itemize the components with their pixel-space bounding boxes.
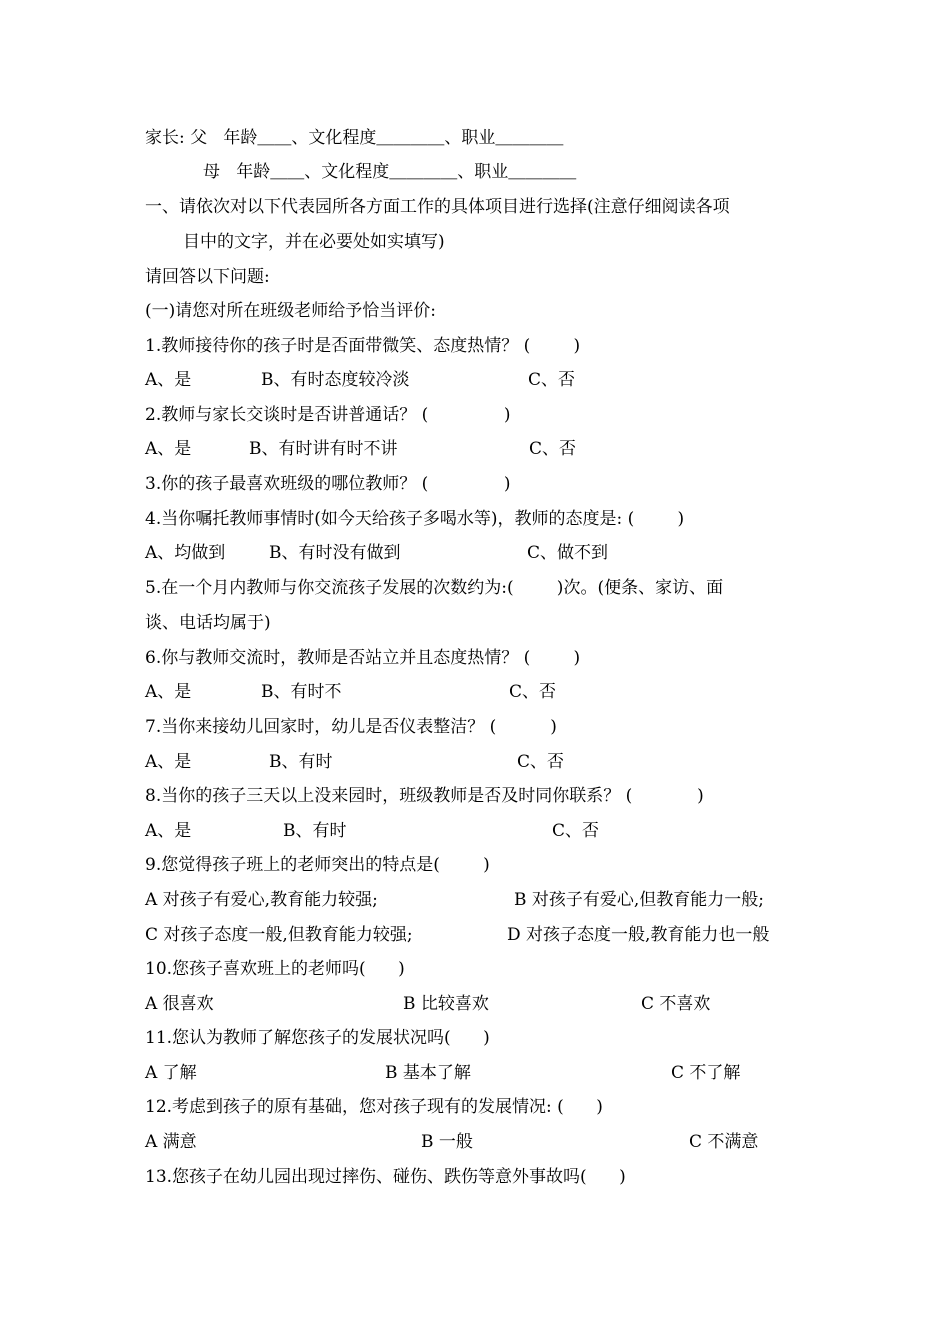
option-a: A 了解 — [145, 1063, 197, 1083]
option-a: A、均做到 — [145, 543, 226, 563]
option-a: A、是 — [145, 821, 192, 841]
option-c: C 不满意 — [689, 1132, 759, 1152]
question-5-line2: 谈、电话均属于) — [145, 613, 271, 633]
question-8: 8.当你的孩子三天以上没来园时，班级教师是否及时同你联系？ ( ) — [145, 786, 704, 806]
option-b: B、有时态度较冷淡 — [261, 370, 410, 390]
question-3: 3.你的孩子最喜欢班级的哪位教师？ ( ) — [145, 474, 511, 494]
option-b: B、有时不 — [261, 682, 342, 702]
option-b: B 一般 — [421, 1132, 473, 1152]
parent-info-father: 家长: 父 年龄＿＿、文化程度＿＿＿＿、职业＿＿＿＿ — [145, 128, 564, 148]
question-12: 12.考虑到孩子的原有基础，您对孩子现有的发展情况: ( ) — [145, 1097, 603, 1117]
subsection-title: (一)请您对所在班级老师给予恰当评价: — [145, 301, 436, 321]
option-d: D 对孩子态度一般,教育能力也一般 — [507, 925, 770, 945]
section-instruction-line1: 一、请依次对以下代表园所各方面工作的具体项目进行选择(注意仔细阅读各项 — [145, 197, 730, 217]
option-b: B、有时 — [283, 821, 347, 841]
section-instruction-line2: 目中的文字，并在必要处如实填写) — [183, 232, 445, 252]
option-a: A、是 — [145, 439, 192, 459]
prompt-text: 请回答以下问题: — [145, 267, 270, 287]
option-b: B、有时没有做到 — [269, 543, 401, 563]
option-c: C、否 — [517, 752, 565, 772]
question-4: 4.当你嘱托教师事情时(如今天给孩子多喝水等)，教师的态度是: ( ) — [145, 509, 685, 529]
option-c: C、做不到 — [527, 543, 609, 563]
option-c: C 对孩子态度一般,但教育能力较强; — [145, 925, 413, 945]
option-a: A、是 — [145, 752, 192, 772]
question-9: 9.您觉得孩子班上的老师突出的特点是( ) — [145, 855, 490, 875]
parent-info-mother: 母 年龄＿＿、文化程度＿＿＿＿、职业＿＿＿＿ — [203, 162, 577, 182]
option-a: A 对孩子有爱心,教育能力较强; — [145, 890, 378, 910]
option-b: B、有时 — [269, 752, 333, 772]
option-a: A 满意 — [145, 1132, 197, 1152]
option-b: B 对孩子有爱心,但教育能力一般; — [514, 890, 765, 910]
question-10: 10.您孩子喜欢班上的老师吗( ) — [145, 959, 405, 979]
question-5-line1: 5.在一个月内教师与你交流孩子发展的次数约为:( )次。(便条、家访、面 — [145, 578, 724, 598]
option-c: C、否 — [529, 439, 577, 459]
question-11: 11.您认为教师了解您孩子的发展状况吗( ) — [145, 1028, 490, 1048]
question-13: 13.您孩子在幼儿园出现过摔伤、碰伤、跌伤等意外事故吗( ) — [145, 1167, 626, 1187]
option-c: C、否 — [509, 682, 557, 702]
question-1: 1.教师接待你的孩子时是否面带微笑、态度热情？ ( ) — [145, 336, 581, 356]
question-6: 6.你与教师交流时，教师是否站立并且态度热情？ ( ) — [145, 648, 581, 668]
option-b: B 基本了解 — [385, 1063, 471, 1083]
option-c: C、否 — [552, 821, 600, 841]
option-c: C 不了解 — [671, 1063, 741, 1083]
question-7: 7.当你来接幼儿回家时，幼儿是否仪表整洁？ ( ) — [145, 717, 557, 737]
option-b: B 比较喜欢 — [403, 994, 489, 1014]
option-a: A 很喜欢 — [145, 994, 214, 1014]
option-c: C、否 — [528, 370, 576, 390]
option-a: A、是 — [145, 370, 192, 390]
option-c: C 不喜欢 — [641, 994, 711, 1014]
option-a: A、是 — [145, 682, 192, 702]
question-2: 2.教师与家长交谈时是否讲普通话？ ( ) — [145, 405, 511, 425]
option-b: B、有时讲有时不讲 — [249, 439, 398, 459]
